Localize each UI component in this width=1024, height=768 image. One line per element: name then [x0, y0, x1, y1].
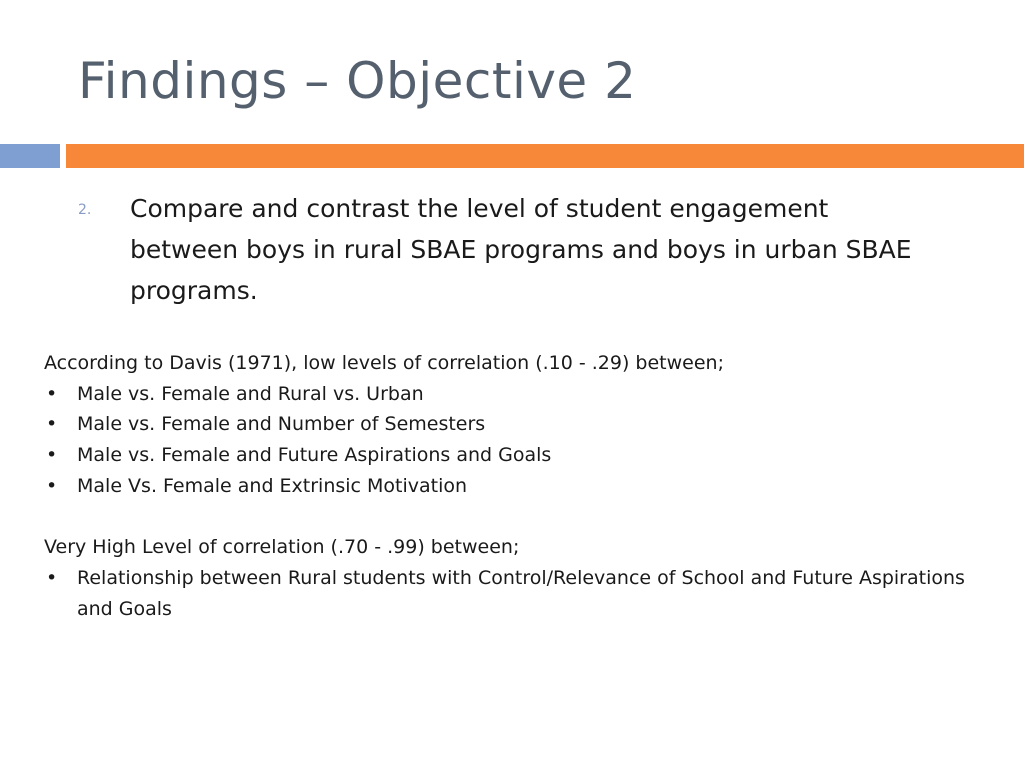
list-item [44, 471, 984, 502]
bullet-icon: • [46, 382, 58, 405]
list-item-text: Male vs. Female and Future Aspirations and Goals [77, 444, 552, 467]
accent-bar-blue [0, 144, 60, 168]
spacer [44, 502, 984, 533]
list-item-text: Male vs. Female and Number of Semesters [77, 413, 486, 436]
low-correlation-intro: According to Davis (1971), low levels of correlation (.10 - .29) between; [44, 352, 724, 374]
list-item-text: Relationship between Rural students with Control/Relevance of School and Future Aspirations and Goals [77, 566, 965, 620]
list-item [44, 379, 984, 410]
list-item [44, 409, 984, 440]
list-item-text: Male Vs. Female and Extrinsic Motivation [77, 474, 468, 497]
list-item-text: Male vs. Female and Rural vs. Urban [77, 382, 424, 405]
bullet-icon: • [46, 474, 58, 497]
bullet-icon: • [46, 413, 58, 436]
list-item [44, 563, 984, 624]
page-title: Findings – Objective 2 [78, 52, 637, 110]
list-item [44, 440, 984, 471]
bullet-icon: • [46, 444, 58, 467]
high-correlation-intro: Very High Level of correlation (.70 - .99) between; [44, 536, 520, 559]
accent-bar-orange [66, 144, 1024, 168]
objective-number: 2. [78, 202, 92, 218]
findings-block [44, 348, 984, 624]
bullet-icon: • [46, 566, 58, 589]
objective-text: Compare and contrast the level of student engagement between boys in rural SBAE programs and boys in urban SBAE programs. [130, 194, 912, 305]
